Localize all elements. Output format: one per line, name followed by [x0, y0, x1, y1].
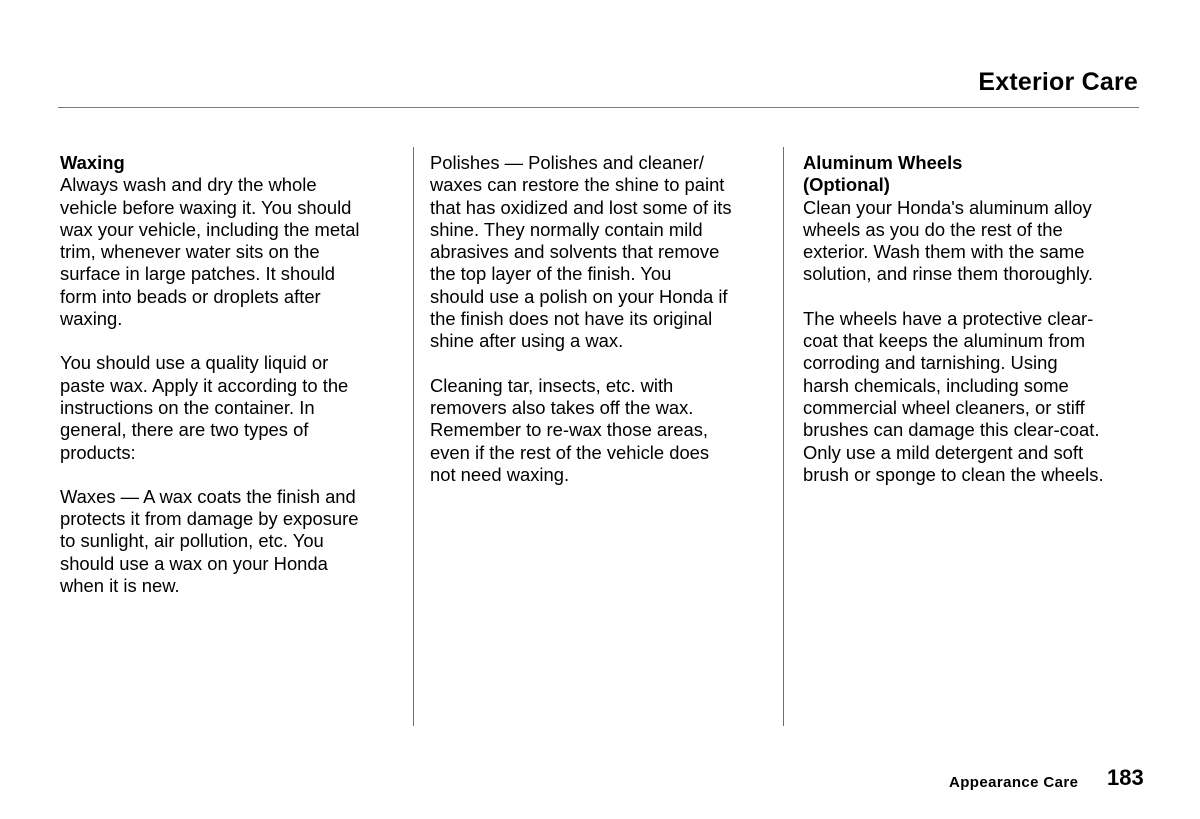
paragraph-line: shine. They normally contain mild [430, 218, 703, 240]
paragraph [60, 174, 405, 330]
section-heading [60, 152, 405, 174]
paragraph-gap [60, 464, 405, 486]
paragraph-gap [60, 330, 405, 352]
paragraph-line: the finish does not have its original [430, 308, 713, 330]
paragraph-line: to sunlight, air pollution, etc. You [60, 530, 324, 552]
paragraph-line: waxing. [60, 308, 123, 330]
paragraph-line: Waxes — A wax coats the finish and [60, 485, 356, 507]
text-column-2 [430, 152, 775, 486]
paragraph-line: Only use a mild detergent and soft [803, 441, 1084, 463]
column-divider-right [783, 147, 784, 726]
paragraph-line: coat that keeps the aluminum from [803, 330, 1086, 352]
paragraph-line: form into beads or droplets after [60, 285, 321, 307]
footer-section-label: Appearance Care [949, 774, 1079, 791]
paragraph-line: even if the rest of the vehicle does [430, 441, 710, 463]
paragraph-line: corroding and tarnishing. Using [803, 352, 1058, 374]
paragraph-gap [430, 353, 775, 375]
paragraph-line: general, there are two types of [60, 419, 309, 441]
paragraph-line: harsh chemicals, including some [803, 374, 1069, 396]
paragraph-line: The wheels have a protective clear- [803, 307, 1094, 329]
paragraph-line: brush or sponge to clean the wheels. [803, 463, 1104, 485]
paragraph [430, 152, 775, 353]
header-rule [58, 107, 1139, 108]
paragraph-line: should use a wax on your Honda [60, 552, 328, 574]
paragraph-line: wax your vehicle, including the metal [60, 218, 360, 240]
paragraph-line: solution, and rinse them thoroughly. [803, 263, 1093, 285]
paragraph-line: instructions on the container. In [60, 396, 315, 418]
paragraph-line: Clean your Honda's aluminum alloy [803, 196, 1092, 218]
page-number: 183 [1107, 765, 1144, 790]
section-heading-line: Waxing [60, 152, 125, 173]
section-heading-line: (Optional) [803, 174, 890, 196]
section-heading [803, 152, 1148, 197]
column-divider-left [413, 147, 414, 726]
paragraph-line: removers also takes off the wax. [430, 396, 694, 418]
paragraph-gap [803, 286, 1148, 308]
paragraph-line: should use a polish on your Honda if [430, 285, 728, 307]
paragraph-line: Polishes — Polishes and cleaner/ [430, 152, 704, 173]
text-column-1 [60, 152, 405, 597]
paragraph-line: surface in large patches. It should [60, 263, 335, 285]
paragraph-line: trim, whenever water sits on the [60, 241, 320, 263]
paragraph-line: Remember to re-wax those areas, [430, 419, 709, 441]
paragraph [60, 352, 405, 463]
section-heading-line: Aluminum Wheels [803, 152, 963, 173]
paragraph-line: shine after using a wax. [430, 330, 624, 352]
paragraph-line: vehicle before waxing it. You should [60, 196, 352, 218]
paragraph-line: brushes can damage this clear-coat. [803, 419, 1100, 441]
paragraph-line: Cleaning tar, insects, etc. with [430, 374, 674, 396]
paragraph-line: when it is new. [60, 575, 180, 597]
paragraph-line: waxes can restore the shine to paint [430, 174, 725, 196]
paragraph [430, 375, 775, 486]
paragraph [803, 197, 1148, 286]
paragraph [60, 486, 405, 597]
paragraph-line: wheels as you do the rest of the [803, 218, 1063, 240]
paragraph-line: exterior. Wash them with the same [803, 241, 1085, 263]
paragraph-line: that has oxidized and lost some of its [430, 196, 732, 218]
paragraph-line: the top layer of the finish. You [430, 263, 672, 285]
paragraph-line: paste wax. Apply it according to the [60, 374, 349, 396]
paragraph-line: products: [60, 441, 136, 463]
paragraph-line: You should use a quality liquid or [60, 352, 329, 374]
paragraph-line: Always wash and dry the whole [60, 174, 317, 196]
paragraph [803, 308, 1148, 486]
paragraph-line: not need waxing. [430, 463, 570, 485]
paragraph-line: abrasives and solvents that remove [430, 241, 720, 263]
page-title: Exterior Care [978, 68, 1138, 96]
paragraph-line: protects it from damage by exposure [60, 508, 359, 530]
text-column-3 [803, 152, 1148, 486]
paragraph-line: commercial wheel cleaners, or stiff [803, 396, 1085, 418]
